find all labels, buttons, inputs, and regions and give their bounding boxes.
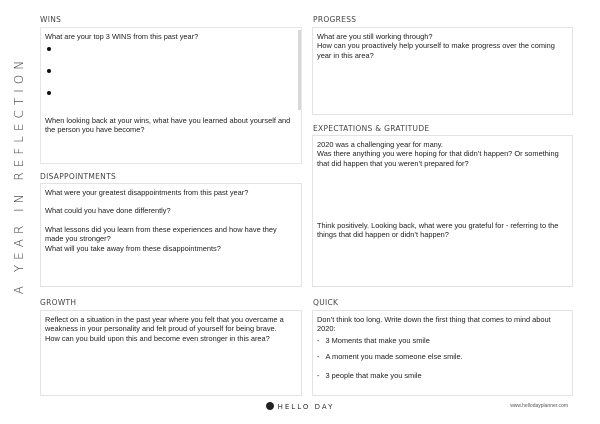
vertical-page-title xyxy=(6,55,32,295)
quick-intro: Don’t think too long. Write down the first thing that comes to mind about 2020: xyxy=(317,315,551,334)
hello-day-logo-icon xyxy=(266,402,274,410)
wins-bullet-3[interactable] xyxy=(45,88,51,98)
dash-icon: - xyxy=(317,370,320,380)
expectations-line-3: Think positively. Looking back, what were you grateful for - referring to the things that did happen or didn’t happen? xyxy=(317,221,559,240)
quick-item-label: 3 people that make you smile xyxy=(325,370,422,380)
disappointments-title: DISAPPOINTMENTS xyxy=(40,172,117,181)
wins-scrollbar[interactable] xyxy=(298,30,301,110)
expectations-line-2: Was there anything you were hoping for that didn’t happen? Or something that did happen that you weren’t prepared for? xyxy=(317,149,559,168)
growth-text-2: How can you build upon this and become even stronger in this area? xyxy=(45,333,270,343)
expectations-box[interactable] xyxy=(312,135,573,287)
disappointments-q2: What could you have done differently? xyxy=(45,206,171,216)
footer-logo-text: HELLO DAY xyxy=(277,403,335,411)
quick-item-label: 3 Moments that make you smile xyxy=(325,335,430,345)
progress-title: PROGRESS xyxy=(313,15,357,24)
disappointments-q4: What will you take away from these disappointments? xyxy=(45,243,221,253)
expectations-line-1: 2020 was a challenging year for many. xyxy=(317,140,443,149)
wins-question-2: When looking back at your wins, what have you learned about yourself and the person you have become? xyxy=(45,116,291,135)
progress-q2: How can you proactively help yourself to make progress over the coming year in this area? xyxy=(317,41,555,60)
quick-title: QUICK xyxy=(313,298,339,307)
disappointments-q3: What lessons did you learn from these experiences and how have they made you stronger? xyxy=(45,224,277,244)
dash-icon: - xyxy=(317,335,320,345)
quick-box[interactable] xyxy=(312,310,573,396)
wins-box[interactable] xyxy=(40,27,302,164)
wins-bullet-list xyxy=(45,44,51,98)
wins-bullet-1[interactable] xyxy=(45,44,51,54)
growth-text: Reflect on a situation in the past year where you felt that you overcame a weakness in your personality and felt proud of yourself for being brave. xyxy=(45,315,284,334)
disappointments-q1: What were your greatest disappointments from this past year? xyxy=(45,188,249,197)
footer-url[interactable]: www.hellodayplanner.com xyxy=(510,403,568,409)
growth-box[interactable] xyxy=(40,310,302,396)
growth-title: GROWTH xyxy=(40,298,77,307)
dash-icon: - xyxy=(317,352,320,362)
expectations-title: EXPECTATIONS & GRATITUDE xyxy=(313,124,430,133)
quick-item-1[interactable] xyxy=(317,336,566,345)
disappointments-box[interactable] xyxy=(40,183,302,287)
page-title-text: A YEAR IN REFLECTION xyxy=(12,55,27,295)
quick-item-label: A moment you made someone else smile. xyxy=(325,352,463,362)
progress-q1: What are you still working through? xyxy=(317,32,433,41)
progress-box[interactable] xyxy=(312,27,573,115)
wins-question: What are your top 3 WINS from this past year? xyxy=(45,32,199,41)
wins-bullet-2[interactable] xyxy=(45,66,51,76)
quick-item-3[interactable] xyxy=(317,371,566,380)
quick-item-2[interactable] xyxy=(317,352,566,361)
wins-title: WINS xyxy=(40,15,62,24)
